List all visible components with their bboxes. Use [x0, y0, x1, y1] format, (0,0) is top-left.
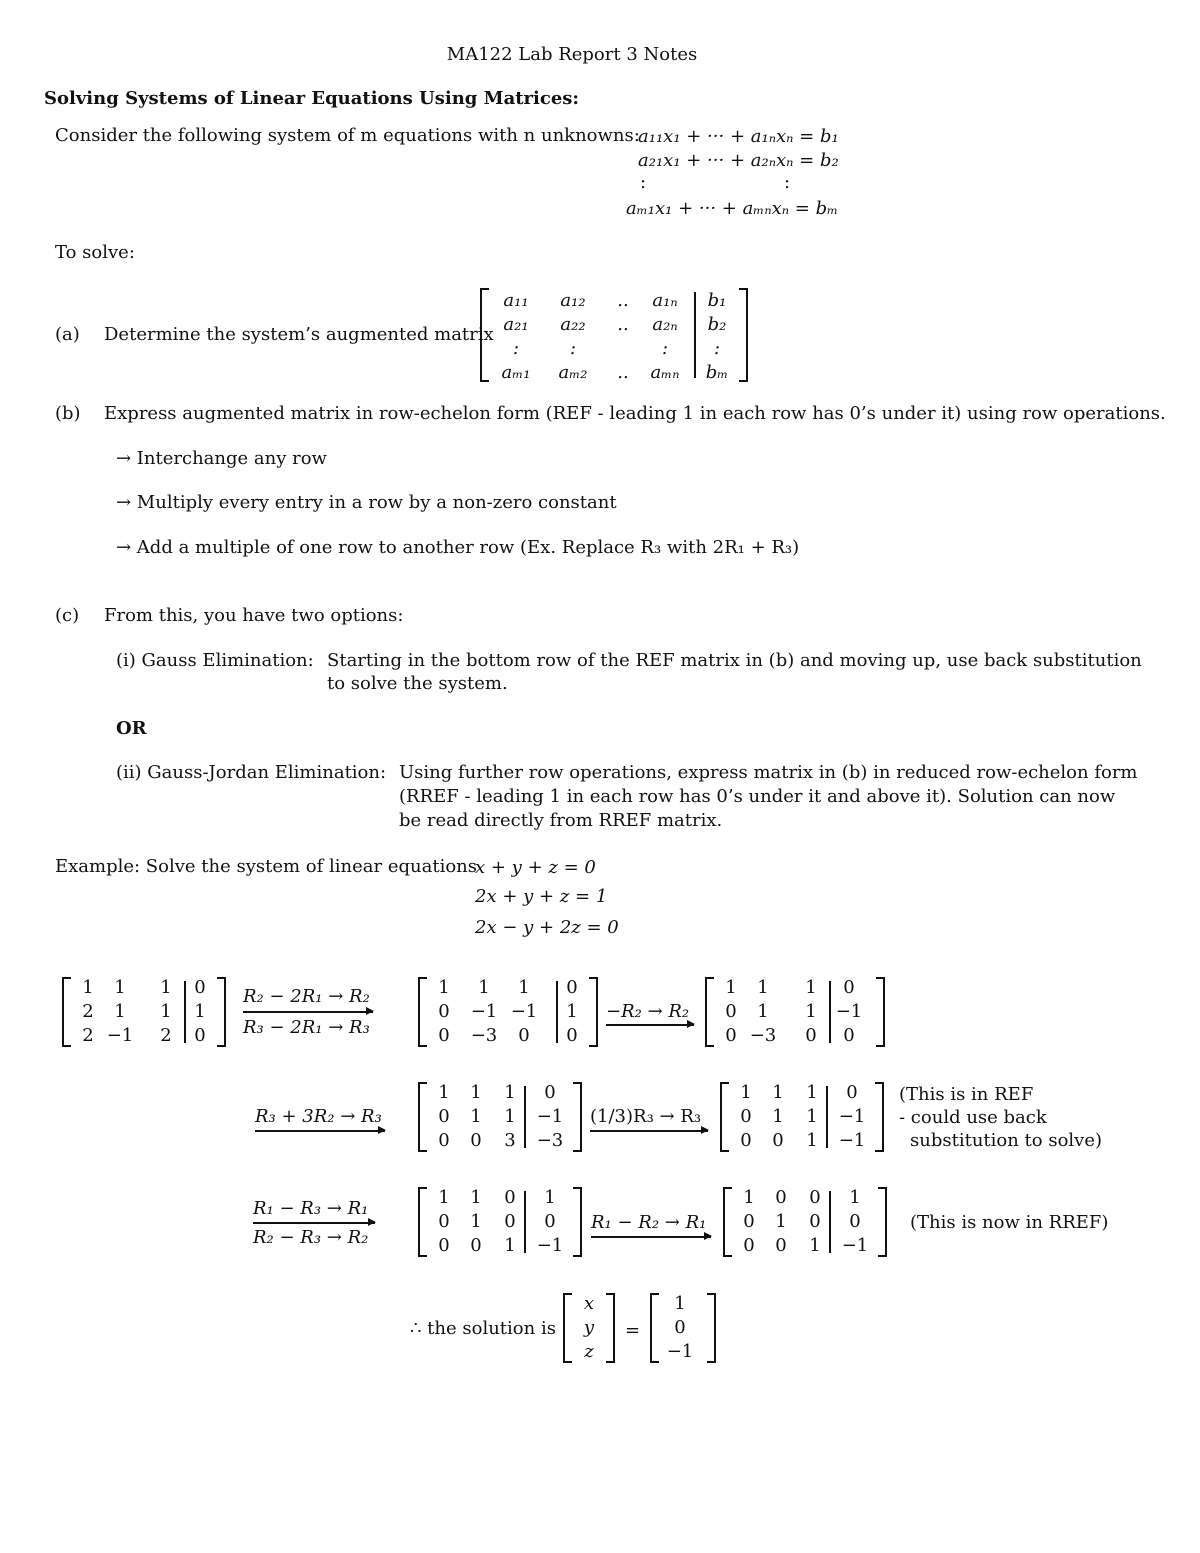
row-op-1b: R₃ − 2R₁ → R₃: [243, 1017, 370, 1038]
page-title: MA122 Lab Report 3 Notes: [446, 44, 698, 65]
or-label: OR: [116, 718, 147, 739]
ref-note-1: (This is in REF: [899, 1084, 1034, 1105]
matrix-entry: −1: [470, 1001, 498, 1022]
bracket-corner: [573, 1255, 580, 1257]
matrix-entry: 0: [775, 1187, 787, 1208]
matrix-entry: :: [512, 338, 520, 359]
example-eq-2: 2x + y + z = 1: [475, 886, 608, 907]
bracket-corner: [482, 288, 489, 290]
solution-equals: =: [625, 1320, 641, 1341]
step-b-text: Express augmented matrix in row-echelon form (REF - leading 1 in each row has 0’s under it) using row operations.: [104, 403, 1166, 424]
arrow-1: [243, 1011, 373, 1013]
matrix-entry: −1: [510, 1001, 538, 1022]
matrix-entry: −3: [749, 1025, 777, 1046]
augment-divider: [184, 981, 186, 1043]
matrix-entry: 0: [438, 1025, 450, 1046]
system-eq-2: a₂₁x₁ + ··· + a₂ₙxₙ = b₂: [638, 150, 839, 171]
solution-value: 0: [674, 1317, 686, 1338]
matrix-entry: 0: [544, 1211, 556, 1232]
matrix-entry: 0: [805, 1025, 817, 1046]
augment-divider: [829, 981, 831, 1043]
matrix-entry: 1: [805, 1001, 817, 1022]
bracket-corner: [878, 1255, 885, 1257]
matrix-entry: 1: [809, 1235, 821, 1256]
matrix-entry: −1: [838, 1106, 866, 1127]
matrix-entry: 1: [194, 1001, 206, 1022]
matrix-entry: :: [713, 338, 721, 359]
matrix-entry: a₁₂: [560, 290, 586, 311]
matrix-entry: 0: [438, 1001, 450, 1022]
matrix-entry: 1: [806, 1130, 818, 1151]
matrix-entry: :: [661, 338, 669, 359]
matrix-entry: 0: [743, 1211, 755, 1232]
matrix-entry: 1: [806, 1082, 818, 1103]
solution-value: 1: [674, 1293, 686, 1314]
matrix-entry: 1: [806, 1106, 818, 1127]
matrix-entry: a₁₁: [503, 290, 529, 311]
solution-variable-vector: [563, 1293, 615, 1363]
matrix-step-3: [705, 977, 885, 1047]
matrix-entry: 0: [566, 1025, 578, 1046]
matrix-entry: 1: [504, 1106, 516, 1127]
matrix-entry: −1: [536, 1106, 564, 1127]
matrix-entry: 0: [194, 1025, 206, 1046]
solution-variable: z: [584, 1341, 594, 1362]
matrix-entry: 1: [757, 1001, 769, 1022]
matrix-entry: 1: [438, 1187, 450, 1208]
solution-value: −1: [666, 1341, 694, 1362]
matrix-entry: a₂₁: [503, 314, 529, 335]
row-op-1a: R₂ − 2R₁ → R₂: [243, 986, 370, 1007]
step-c-label: (c): [55, 605, 80, 626]
gauss-elimination-label: (i) Gauss Elimination:: [116, 650, 314, 671]
bracket-corner: [878, 1187, 885, 1189]
intro-text: Consider the following system of m equations with n unknowns:: [55, 125, 640, 146]
augment-divider: [556, 981, 558, 1043]
row-op-6: R₁ − R₂ → R₁: [591, 1212, 707, 1233]
matrix-entry: ..: [617, 290, 629, 311]
row-op-multiply: → Multiply every entry in a row by a non-zero constant: [116, 492, 617, 513]
matrix-entry: 0: [438, 1106, 450, 1127]
matrix-entry: 0: [843, 977, 855, 998]
matrix-entry: −3: [470, 1025, 498, 1046]
matrix-entry: 1: [160, 977, 172, 998]
rref-note: (This is now in RREF): [910, 1212, 1109, 1233]
matrix-entry: 0: [470, 1130, 482, 1151]
system-eq-m: aₘ₁x₁ + ··· + aₘₙxₙ = bₘ: [626, 198, 839, 219]
augment-divider: [524, 1086, 526, 1148]
solution-variable: x: [583, 1293, 595, 1314]
matrix-step-4: [418, 1082, 582, 1152]
step-b-label: (b): [55, 403, 81, 424]
arrow-5: [253, 1222, 375, 1224]
matrix-entry: 1: [114, 1001, 126, 1022]
arrow-4: [590, 1130, 708, 1132]
section-heading: Solving Systems of Linear Equations Using Matrices:: [44, 88, 580, 109]
matrix-entry: 1: [504, 1082, 516, 1103]
matrix-entry: 2: [160, 1025, 172, 1046]
matrix-entry: 1: [438, 1082, 450, 1103]
matrix-entry: a₂ₙ: [652, 314, 678, 335]
matrix-entry: 0: [809, 1211, 821, 1232]
matrix-entry: 1: [518, 977, 530, 998]
bracket-corner: [875, 1150, 882, 1152]
matrix-entry: 2: [82, 1025, 94, 1046]
matrix-entry: 0: [772, 1130, 784, 1151]
step-a-label: (a): [55, 324, 80, 345]
matrix-entry: 1: [470, 1211, 482, 1232]
ref-note-2: - could use back: [899, 1107, 1047, 1128]
matrix-entry: 1: [544, 1187, 556, 1208]
matrix-entry: 1: [849, 1187, 861, 1208]
matrix-entry: :: [569, 338, 577, 359]
matrix-entry: 1: [740, 1082, 752, 1103]
matrix-entry: 0: [438, 1130, 450, 1151]
matrix-entry: 0: [743, 1235, 755, 1256]
solution-text: ∴ the solution is: [410, 1318, 556, 1339]
system-dots-left: :: [640, 172, 647, 193]
gauss-jordan-text-1: Using further row operations, express matrix in (b) in reduced row-echelon form: [399, 762, 1138, 783]
matrix-entry: 0: [740, 1130, 752, 1151]
matrix-entry: 1: [438, 977, 450, 998]
matrix-step-6: [418, 1187, 582, 1257]
system-dots-right: :: [784, 172, 791, 193]
example-eq-3: 2x − y + 2z = 0: [475, 917, 619, 938]
matrix-entry: 0: [518, 1025, 530, 1046]
augment-divider: [694, 292, 696, 378]
matrix-entry: 1: [470, 1106, 482, 1127]
matrix-entry: 0: [809, 1187, 821, 1208]
matrix-entry: ..: [617, 362, 629, 383]
bracket-corner: [707, 1293, 714, 1295]
row-op-4: (1/3)R₃ → R₃: [590, 1106, 702, 1127]
bracket-corner: [876, 977, 883, 979]
matrix-entry: 0: [725, 1025, 737, 1046]
bracket-corner: [739, 288, 746, 290]
example-text: Example: Solve the system of linear equations: [55, 856, 477, 877]
example-eq-1: x + y + z = 0: [475, 857, 596, 878]
augment-divider: [829, 1191, 831, 1253]
bracket-corner: [573, 1187, 580, 1189]
matrix-ref: [720, 1082, 884, 1152]
row-op-5b: R₂ − R₃ → R₂: [253, 1227, 369, 1248]
matrix-entry: bₘ: [705, 362, 729, 383]
augment-divider: [524, 1191, 526, 1253]
matrix-entry: aₘₙ: [650, 362, 680, 383]
gauss-jordan-label: (ii) Gauss-Jordan Elimination:: [116, 762, 387, 783]
step-c-text: From this, you have two options:: [104, 605, 404, 626]
matrix-entry: −1: [841, 1235, 869, 1256]
matrix-entry: 1: [775, 1211, 787, 1232]
augmented-matrix-general: [480, 288, 748, 382]
row-op-add: → Add a multiple of one row to another row (Ex. Replace R₃ with 2R₁ + R₃): [116, 537, 800, 558]
matrix-entry: 0: [740, 1106, 752, 1127]
matrix-entry: 1: [566, 1001, 578, 1022]
gauss-elimination-text-2: to solve the system.: [327, 673, 508, 694]
matrix-entry: 1: [805, 977, 817, 998]
matrix-entry: 1: [160, 1001, 172, 1022]
matrix-rref: [723, 1187, 887, 1257]
to-solve-label: To solve:: [55, 242, 135, 263]
matrix-entry: −1: [838, 1130, 866, 1151]
bracket-corner: [707, 1361, 714, 1363]
row-op-3: R₃ + 3R₂ → R₃: [255, 1106, 382, 1127]
matrix-entry: b₁: [707, 290, 727, 311]
gauss-elimination-text-1: Starting in the bottom row of the REF matrix in (b) and moving up, use back substitution: [327, 650, 1142, 671]
matrix-entry: 0: [438, 1211, 450, 1232]
matrix-entry: 0: [504, 1211, 516, 1232]
matrix-entry: a₁ₙ: [652, 290, 678, 311]
matrix-entry: 1: [478, 977, 490, 998]
bracket-corner: [573, 1082, 580, 1084]
ref-note-3: substitution to solve): [910, 1130, 1103, 1151]
gauss-jordan-text-2: (RREF - leading 1 in each row has 0’s under it and above it). Solution can now: [399, 786, 1116, 807]
matrix-entry: −1: [536, 1235, 564, 1256]
bracket-corner: [876, 1045, 883, 1047]
matrix-entry: 1: [743, 1187, 755, 1208]
matrix-entry: ..: [617, 314, 629, 335]
matrix-entry: 0: [843, 1025, 855, 1046]
row-op-interchange: → Interchange any row: [116, 448, 327, 469]
matrix-entry: 1: [504, 1235, 516, 1256]
matrix-entry: −3: [536, 1130, 564, 1151]
bracket-corner: [482, 380, 489, 382]
matrix-entry: 1: [725, 977, 737, 998]
matrix-initial: [62, 977, 226, 1047]
matrix-entry: b₂: [707, 314, 727, 335]
augment-divider: [826, 1086, 828, 1148]
matrix-entry: 0: [438, 1235, 450, 1256]
matrix-entry: aₘ₂: [558, 362, 588, 383]
matrix-entry: 1: [470, 1082, 482, 1103]
bracket-corner: [875, 1082, 882, 1084]
step-a-text: Determine the system’s augmented matrix: [104, 324, 494, 345]
matrix-entry: aₘ₁: [501, 362, 531, 383]
arrow-3: [255, 1130, 385, 1132]
matrix-entry: a₂₂: [560, 314, 586, 335]
row-op-5a: R₁ − R₃ → R₁: [253, 1198, 369, 1219]
matrix-entry: 0: [504, 1187, 516, 1208]
matrix-entry: 1: [82, 977, 94, 998]
matrix-entry: 2: [82, 1001, 94, 1022]
matrix-entry: 0: [194, 977, 206, 998]
arrow-2: [606, 1024, 694, 1026]
matrix-entry: −1: [835, 1001, 863, 1022]
solution-variable: y: [583, 1317, 595, 1338]
bracket-corner: [652, 1361, 659, 1363]
matrix-entry: 0: [725, 1001, 737, 1022]
matrix-step-2: [418, 977, 598, 1047]
matrix-entry: 3: [504, 1130, 516, 1151]
bracket-corner: [739, 380, 746, 382]
matrix-entry: 1: [757, 977, 769, 998]
matrix-entry: 0: [846, 1082, 858, 1103]
matrix-entry: 0: [470, 1235, 482, 1256]
solution-value-vector: [650, 1293, 716, 1363]
matrix-entry: 0: [544, 1082, 556, 1103]
system-eq-1: a₁₁x₁ + ··· + a₁ₙxₙ = b₁: [638, 126, 839, 147]
gauss-jordan-text-3: be read directly from RREF matrix.: [399, 810, 723, 831]
matrix-entry: 0: [566, 977, 578, 998]
matrix-entry: 1: [470, 1187, 482, 1208]
matrix-entry: 1: [772, 1106, 784, 1127]
matrix-entry: 0: [775, 1235, 787, 1256]
matrix-entry: −1: [106, 1025, 134, 1046]
matrix-entry: 0: [849, 1211, 861, 1232]
matrix-entry: 1: [772, 1082, 784, 1103]
matrix-entry: 1: [114, 977, 126, 998]
row-op-2: −R₂ → R₂: [606, 1001, 690, 1022]
arrow-6: [591, 1236, 711, 1238]
bracket-corner: [573, 1150, 580, 1152]
bracket-corner: [652, 1293, 659, 1295]
